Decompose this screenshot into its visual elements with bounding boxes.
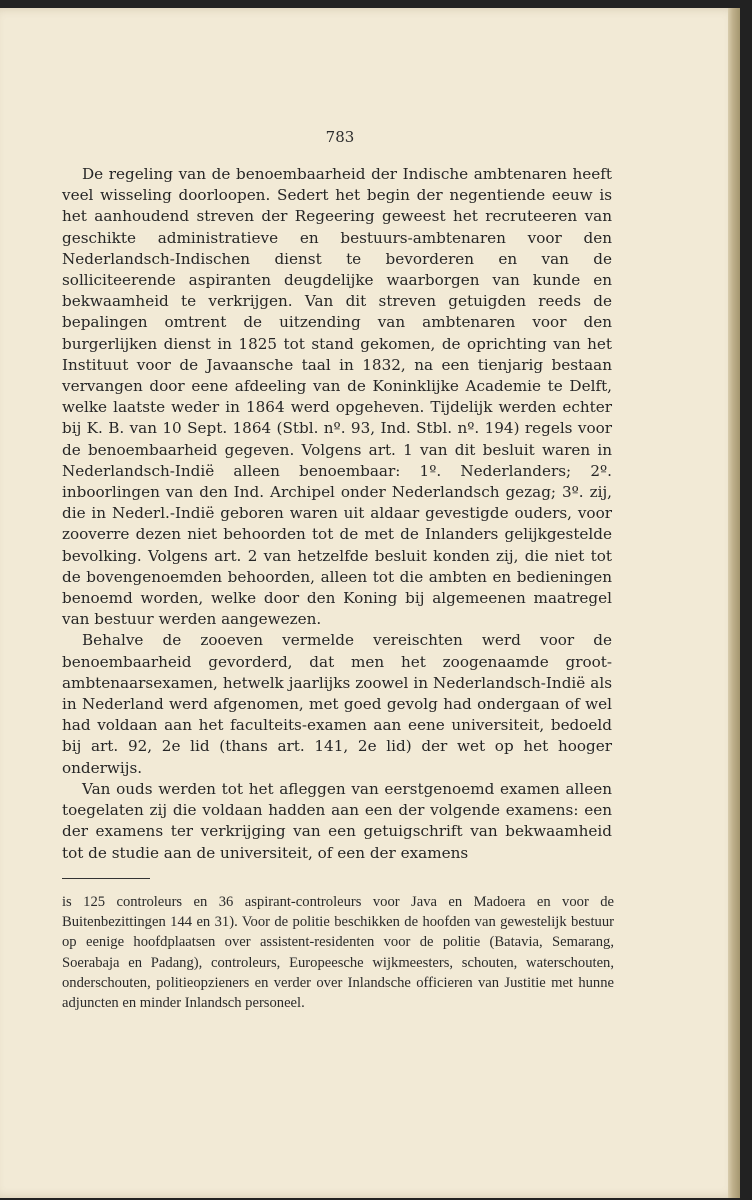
paragraph-2: Behalve de zooeven vermelde vereischten werd voor de benoembaarheid gevorderd, dat men het zoogenaamde groot-ambtenaarsexamen, hetwelk jaarlijks zoowel in Nederlandsch-Indië als in Nederland werd afgenomen, met goed gevolg had ondergaan of wel had voldaan aan het faculteits-examen aan eene universiteit, bedoeld bij art. 92, 2e lid (thans art. 141, 2e lid) der wet op het hooger onderwijs.	[62, 631, 612, 777]
page-edge	[728, 8, 740, 1198]
paragraph-1: De regeling van de benoembaarheid der Indische ambtenaren heeft veel wisseling doorloopen. Sedert het begin der negentiende eeuw is het aanhoudend streven der Regeering geweest het recruteeren van geschikte administratieve en bestuurs-ambtenaren voor den Nederlandsch-Indischen dienst te bevorderen en van de solliciteerende aspiranten deugdelijke waarborgen van kunde en bekwaamheid te verkrijgen. Van dit streven getuigden reeds de bepalingen omtrent de uitzending van ambtenaren voor den burgerlijken dienst in 1825 tot stand gekomen, de oprichting van het Instituut voor de Javaansche taal in 1832, na een tienjarig bestaan vervangen door eene afdeeling van de Koninklijke Academie te Delft, welke laatste weder in 1864 werd opgeheven. Tijdelijk werden echter bij K. B. van 10 Sept. 1864 (Stbl. nº. 93, Ind. Stbl. nº. 194) regels voor de benoembaarheid gegeven. Volgens art. 1 van dit besluit waren in Nederlandsch-Indië alleen benoembaar: 1º. Nederlanders; 2º. inboorlingen van den Ind. Archipel onder Nederlandsch gezag; 3º. zij, die in Nederl.-Indië geboren waren uit aldaar gevestigde ouders, voor zooverre dezen niet behoorden tot de met de Inlanders gelijkgestelde bevolking. Volgens art. 2 van hetzelfde besluit konden zij, die niet tot de bovengenoemden behoorden, alleen tot die ambten en bedieningen benoemd worden, welke door den Koning bij algemeenen maatregel van bestuur werden aangewezen.	[62, 165, 612, 629]
footnote: is 125 controleurs en 36 aspirant-controleurs voor Java en Madoera en voor de Buitenbezittingen 144 en 31). Voor de politie beschikken de hoofden van gewestelijk bestuur op eenige hoofdplaatsen over assistent-residenten voor de politie (Batavia, Semarang, Soerabaja en Padang), controleurs, Europeesche wijkmeesters, schouten, waterschouten, onderschouten, politieopzieners en verder over Inlandsche officieren van Justitie met hunne adjuncten en minder Inlandsch personeel.	[62, 894, 614, 1012]
page-number: 783	[325, 128, 355, 146]
paragraph-3: Van ouds werden tot het afleggen van eerstgenoemd examen alleen toegelaten zij die voldaan hadden aan een der volgende examens: een der examens ter verkrijging van een getuigschrift van bekwaamheid tot de studie aan de universiteit, of een der examens	[62, 779, 612, 862]
book-page	[0, 8, 740, 1198]
footnote-divider	[62, 878, 150, 879]
main-text	[62, 164, 612, 864]
